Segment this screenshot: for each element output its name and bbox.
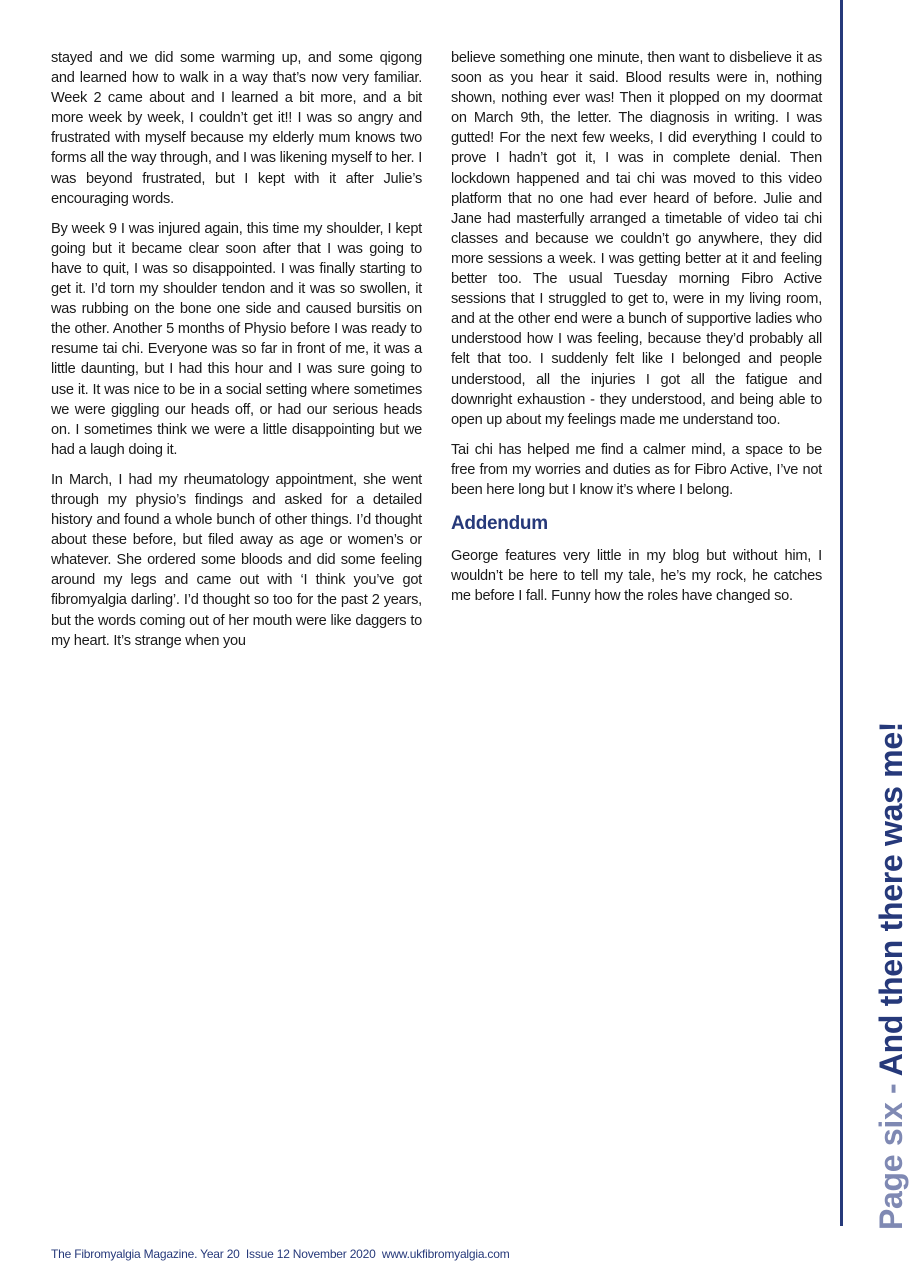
- article-left-column: [51, 48, 422, 661]
- paragraph: stayed and we did some warming up, and some qigong and learned how to walk in a way that’s now very familiar. Week 2 came about and I learned a bit more, and a bit more week by week, I couldn’t get it!! I was so angry and frustrated with myself because my elderly mum knows two forms all the way through, and I was likening myself to her. I was beyond frustrated, but I kept with it after Julie’s encouraging words.: [51, 50, 422, 207]
- page-title: And then there was me!: [873, 721, 909, 1077]
- paragraph: Tai chi has helped me find a calmer mind, a space to be free from my worries and duties as for Fibro Active, I’ve not been here long but I know it’s where I belong.: [451, 441, 822, 498]
- paragraph: believe something one minute, then want to disbelieve it as soon as you hear it said. Blood results were in, nothing shown, nothing ever was! Then it plopped on my doormat on March 9th, the letter. The diagnosis in writing. I was gutted! For the next few weeks, I did everything I could to prove I hadn’t got it, I was in complete denial. Then lockdown happened and tai chi was moved to this video platform that no one had ever heard of before. Julie and Jane had masterfully arranged a timetable of video tai chi classes and because we couldn’t go anywhere, they did more sessions a week. I was getting better at it and feeling better too. The usual Tuesday morning Fibro Active sessions that I struggled to get to, were in my living room, and at the other end were a bunch of supportive ladies who understood how I was feeling, because they’d probably all felt that too. I suddenly felt like I belonged and people understood, all the injuries I got all the fatigue and downright exhaustion - they understood, and being able to open up about my feelings made me understand too.: [451, 50, 822, 428]
- paragraph: By week 9 I was injured again, this time my shoulder, I kept going but it became clear soon after that I was going to have to quit, I was so disappointed. I was finally starting to get it. I’d torn my shoulder tendon and it was so swollen, it was rubbing on the bone one side and caused bursitis on the other. Another 5 months of Physio before I was ready to resume tai chi. Everyone was so far in front of me, it was a little daunting, but I had this hour and I was sure going to use it. It was nice to be in a social setting where sometimes we were giggling our heads off, or had our serious heads on. I sometimes think we were a little disappointing but we had a laugh doing it.: [51, 220, 422, 458]
- addendum-paragraph: George features very little in my blog but without him, I wouldn’t be here to tell my tale, he’s my rock, he catches me before I fall. Funny how the roles have changed so.: [451, 548, 822, 605]
- addendum-heading: Addendum: [451, 513, 548, 535]
- page-number-label: Page six -: [873, 1076, 909, 1230]
- page-side-title: [873, 722, 909, 1230]
- paragraph: In March, I had my rheumatology appointment, she went through my physio’s findings and asked for a detailed history and found a whole bunch of other things. I’d thought about these before, but filed away as age or women’s or whatever. She ordered some bloods and did some feeling around my legs and came out with ‘I think you’ve got fibromyalgia darling’. I’d thought so too for the past 2 years, but the words coming out of her mouth were like daggers to my heart. It’s strange when you: [51, 471, 422, 649]
- side-divider-rule: [840, 0, 843, 1226]
- page-footer: The Fibromyalgia Magazine. Year 20 Issue 12 November 2020 www.ukfibromyalgia.com: [51, 1247, 510, 1261]
- article-right-column: [451, 48, 822, 616]
